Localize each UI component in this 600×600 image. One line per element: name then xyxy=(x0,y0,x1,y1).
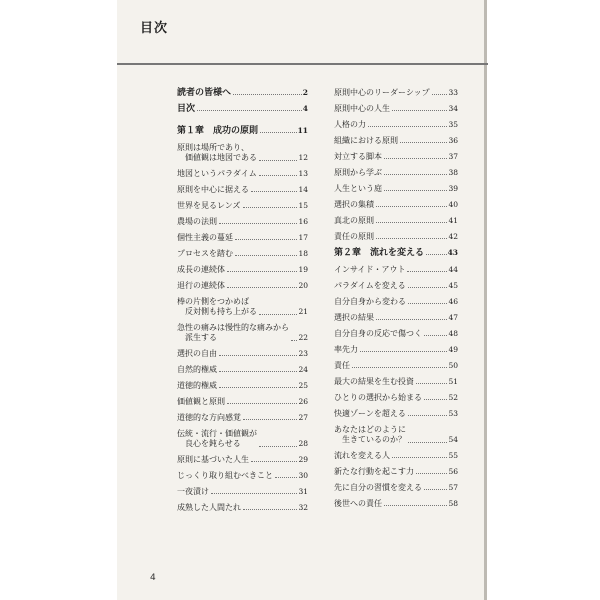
toc-entry xyxy=(334,152,458,162)
toc-entry-title: 自然的権威 xyxy=(177,365,217,374)
toc-leader-dots xyxy=(219,355,297,356)
toc-leader-dots xyxy=(251,461,297,462)
toc-entry-title: 読者の皆様へ xyxy=(177,88,232,98)
toc-leader-dots xyxy=(376,238,447,239)
toc-entry-title: 棒の片側をつかめば xyxy=(177,297,249,306)
toc-entry-page: 27 xyxy=(298,413,308,422)
toc-entry-page: 2 xyxy=(302,88,308,97)
toc-leader-dots xyxy=(243,207,298,208)
toc-entry-page: 56 xyxy=(448,467,458,476)
toc-entry-page: 17 xyxy=(298,233,308,242)
toc-entry-page: 43 xyxy=(447,248,458,257)
toc-entry-page: 30 xyxy=(298,471,308,480)
toc-entry-page: 29 xyxy=(298,455,308,464)
toc-entry xyxy=(334,216,458,226)
toc-entry xyxy=(177,281,308,291)
toc-entry-page: 44 xyxy=(448,265,458,274)
toc-entry-page: 36 xyxy=(448,136,458,145)
toc-entry-page: 11 xyxy=(297,126,308,135)
toc-entry xyxy=(177,429,308,449)
toc-leader-dots xyxy=(408,415,448,416)
toc-entry xyxy=(177,249,308,259)
toc-leader-dots xyxy=(235,239,297,240)
toc-entry xyxy=(334,345,458,355)
toc-entry-page: 33 xyxy=(448,88,458,97)
toc-entry-page: 40 xyxy=(448,200,458,209)
toc-leader-dots xyxy=(259,314,297,315)
toc-entry xyxy=(334,377,458,387)
toc-entry xyxy=(334,297,458,307)
page-number: 4 xyxy=(150,573,156,583)
toc-entry xyxy=(334,232,458,242)
toc-entry-title: あなたはどのように xyxy=(334,425,406,434)
toc-leader-dots xyxy=(416,383,447,384)
toc-entry xyxy=(177,471,308,481)
toc-leader-dots xyxy=(400,142,447,143)
toc-entry-page: 12 xyxy=(298,153,308,162)
toc-entry xyxy=(177,143,308,163)
toc-entry xyxy=(334,451,458,461)
toc-leader-dots xyxy=(275,477,297,478)
toc-leader-dots xyxy=(416,473,447,474)
toc-entry xyxy=(334,313,458,323)
toc-entry xyxy=(177,265,308,275)
toc-leader-dots xyxy=(384,158,447,159)
toc-entry-page: 4 xyxy=(302,104,308,113)
toc-leader-dots xyxy=(376,222,447,223)
toc-leader-dots xyxy=(260,132,297,133)
toc-entry-page: 25 xyxy=(298,381,308,390)
toc-entry-page: 21 xyxy=(298,307,308,316)
toc-entry-page: 26 xyxy=(298,397,308,406)
toc-entry xyxy=(177,487,308,497)
toc-entry-title: 責任の原則 xyxy=(334,232,374,241)
toc-entry-title: 伝統・流行・価値観が xyxy=(177,429,257,438)
toc-entry-page: 38 xyxy=(448,168,458,177)
toc-leader-dots xyxy=(424,489,447,490)
toc-entry-page: 45 xyxy=(448,281,458,290)
toc-entry-title: 価値観と原則 xyxy=(177,397,225,406)
toc-entry-title-line2: 生きているのか？ xyxy=(342,435,406,444)
toc-entry-page: 58 xyxy=(448,499,458,508)
toc-entry-title: 世界を見るレンズ xyxy=(177,201,241,210)
toc-leader-dots xyxy=(211,493,297,494)
toc-entry xyxy=(177,455,308,465)
toc-entry xyxy=(177,413,308,423)
toc-entry xyxy=(177,397,308,407)
toc-leader-dots xyxy=(408,442,447,443)
toc-entry-page: 46 xyxy=(448,297,458,306)
toc-leader-dots xyxy=(384,505,447,506)
toc-entry-title: 退行の連続体 xyxy=(177,281,225,290)
toc-entry-title: 地図というパラダイム xyxy=(177,169,257,178)
toc-entry-title: 人生という庭 xyxy=(334,184,382,193)
toc-entry xyxy=(334,281,458,291)
toc-leader-dots xyxy=(408,287,448,288)
toc-entry-page: 41 xyxy=(448,216,458,225)
toc-entry xyxy=(177,365,308,375)
toc-entry xyxy=(177,233,308,243)
toc-entry xyxy=(177,104,308,114)
toc-entry-title: 原則に基づいた人生 xyxy=(177,455,249,464)
toc-entry-title: 急性の痛みは慢性的な痛みから xyxy=(177,323,289,332)
toc-leader-dots xyxy=(408,303,447,304)
toc-entry-page: 22 xyxy=(298,333,308,342)
toc-entry xyxy=(334,361,458,371)
toc-left-column xyxy=(177,88,308,519)
toc-entry-page: 18 xyxy=(298,249,308,258)
toc-entry-title: 先に自分の習慣を変える xyxy=(334,483,422,492)
toc-leader-dots xyxy=(291,340,297,341)
toc-entry-page: 31 xyxy=(298,487,308,496)
toc-leader-dots xyxy=(219,387,297,388)
toc-entry-title: 目次 xyxy=(177,104,196,114)
toc-entry-page: 53 xyxy=(448,409,458,418)
toc-entry-title: 成熟した人間たれ xyxy=(177,503,241,512)
toc-entry-title: 農場の法則 xyxy=(177,217,217,226)
toc-leader-dots xyxy=(219,371,297,372)
toc-entry-title: 率先力 xyxy=(334,345,358,354)
toc-entry-title: 道徳的権威 xyxy=(177,381,217,390)
toc-entry-page: 13 xyxy=(298,169,308,178)
toc-entry xyxy=(334,425,458,445)
toc-entry-title-line2: 反対側も持ち上がる xyxy=(185,307,257,316)
toc-leader-dots xyxy=(243,419,297,420)
toc-entry-title: 成長の連続体 xyxy=(177,265,225,274)
toc-leader-dots xyxy=(384,190,447,191)
toc-entry-title: プロセスを踏む xyxy=(177,249,233,258)
toc-entry-page: 50 xyxy=(448,361,458,370)
toc-entry-title: 選択の集積 xyxy=(334,200,374,209)
toc-leader-dots xyxy=(243,509,297,510)
toc-entry xyxy=(177,503,308,513)
toc-entry-page: 42 xyxy=(448,232,458,241)
toc-leader-dots xyxy=(227,287,297,288)
toc-leader-dots xyxy=(251,191,297,192)
toc-entry-title: 最大の結果を生む投資 xyxy=(334,377,414,386)
toc-entry-page: 32 xyxy=(298,503,308,512)
toc-entry xyxy=(334,184,458,194)
toc-leader-dots xyxy=(219,223,297,224)
toc-entry xyxy=(177,297,308,317)
toc-entry xyxy=(334,120,458,130)
toc-entry xyxy=(334,168,458,178)
toc-entry xyxy=(334,499,458,509)
toc-entry-title-line2: 派生する xyxy=(185,333,217,342)
toc-entry-title: 第１章 成功の原則 xyxy=(177,126,259,136)
toc-entry xyxy=(334,136,458,146)
toc-entry-page: 35 xyxy=(448,120,458,129)
toc-entry-title: 原則は場所であり、 xyxy=(177,143,249,152)
toc-entry xyxy=(334,467,458,477)
toc-entry-title: 新たな行動を起こす力 xyxy=(334,467,414,476)
toc-entry-page: 24 xyxy=(298,365,308,374)
toc-entry-page: 34 xyxy=(448,104,458,113)
toc-entry-title: 選択の結果 xyxy=(334,313,374,322)
toc-entry xyxy=(177,88,308,98)
toc-entry xyxy=(334,409,458,419)
toc-leader-dots xyxy=(227,271,297,272)
toc-entry-title: 後世への責任 xyxy=(334,499,382,508)
toc-entry xyxy=(177,381,308,391)
toc-entry-title: 快適ゾーンを超える xyxy=(334,409,406,418)
header-rule xyxy=(117,63,488,65)
toc-entry xyxy=(177,169,308,179)
toc-entry-title: 原則中心の人生 xyxy=(334,104,390,113)
toc-leader-dots xyxy=(376,206,447,207)
toc-right-column xyxy=(334,88,458,515)
toc-entry-page: 52 xyxy=(448,393,458,402)
toc-entry-title: 個性主義の蔓延 xyxy=(177,233,233,242)
toc-entry-title: ひとりの選択から始まる xyxy=(334,393,422,402)
toc-leader-dots xyxy=(384,174,447,175)
toc-entry-page: 54 xyxy=(448,435,458,444)
toc-entry-page: 20 xyxy=(298,281,308,290)
toc-entry-title: 原則を中心に据える xyxy=(177,185,249,194)
toc-entry-page: 37 xyxy=(448,152,458,161)
toc-entry-title-line2: 良心を鈍らせる xyxy=(185,439,241,448)
toc-entry xyxy=(334,393,458,403)
toc-entry-title: 対立する脚本 xyxy=(334,152,382,161)
toc-leader-dots xyxy=(259,175,298,176)
toc-entry-title: 原則中心のリーダーシップ xyxy=(334,88,430,97)
toc-entry xyxy=(177,349,308,359)
toc-entry-title: 流れを変える人 xyxy=(334,451,390,460)
toc-entry xyxy=(334,248,458,258)
toc-entry-title: 真北の原則 xyxy=(334,216,374,225)
toc-entry-page: 19 xyxy=(298,265,308,274)
toc-entry-page: 14 xyxy=(298,185,308,194)
toc-entry xyxy=(334,104,458,114)
toc-leader-dots xyxy=(233,94,302,95)
toc-entry-page: 47 xyxy=(448,313,458,322)
toc-leader-dots xyxy=(360,351,447,352)
toc-entry-page: 15 xyxy=(298,201,308,210)
toc-entry-page: 51 xyxy=(448,377,458,386)
toc-entry-title: 選択の自由 xyxy=(177,349,217,358)
toc-entry-page: 28 xyxy=(298,439,308,448)
toc-entry-title: 人格の力 xyxy=(334,120,366,129)
toc-leader-dots xyxy=(407,271,447,272)
toc-entry-page: 49 xyxy=(448,345,458,354)
toc-entry xyxy=(334,483,458,493)
toc-leader-dots xyxy=(392,457,447,458)
toc-entry-title: 一夜漬け xyxy=(177,487,209,496)
toc-entry-page: 48 xyxy=(448,329,458,338)
toc-entry-page: 23 xyxy=(298,349,308,358)
toc-leader-dots xyxy=(424,335,447,336)
toc-entry-title: 自分自身の反応で傷つく xyxy=(334,329,422,338)
toc-entry xyxy=(177,217,308,227)
toc-leader-dots xyxy=(376,319,447,320)
toc-entry xyxy=(334,329,458,339)
toc-leader-dots xyxy=(197,110,302,111)
toc-entry-title-line2: 価値観は地図である xyxy=(185,153,257,162)
toc-leader-dots xyxy=(352,367,447,368)
toc-entry-title: インサイド・アウト xyxy=(334,265,406,274)
toc-entry-title: 第２章 流れを変える xyxy=(334,248,425,258)
toc-entry xyxy=(177,185,308,195)
toc-entry-title: 原則から学ぶ xyxy=(334,168,382,177)
toc-entry-title: じっくり取り組むべきこと xyxy=(177,471,273,480)
toc-leader-dots xyxy=(368,126,447,127)
toc-leader-dots xyxy=(392,110,447,111)
toc-leader-dots xyxy=(426,254,447,255)
toc-leader-dots xyxy=(432,94,448,95)
toc-entry-page: 55 xyxy=(448,451,458,460)
toc-entry-title: パラダイムを変える xyxy=(334,281,406,290)
toc-entry xyxy=(177,126,308,136)
toc-entry xyxy=(334,88,458,98)
page-title: 目次 xyxy=(140,21,169,36)
toc-entry-title: 組織における原則 xyxy=(334,136,398,145)
toc-leader-dots xyxy=(227,403,297,404)
toc-leader-dots xyxy=(259,160,297,161)
toc-entry xyxy=(177,323,308,343)
toc-entry xyxy=(177,201,308,211)
toc-entry-page: 39 xyxy=(448,184,458,193)
toc-entry-page: 57 xyxy=(448,483,458,492)
toc-leader-dots xyxy=(259,446,297,447)
toc-entry xyxy=(334,200,458,210)
toc-entry-title: 道徳的な方向感覚 xyxy=(177,413,241,422)
toc-entry xyxy=(334,265,458,275)
toc-entry-title: 責任 xyxy=(334,361,350,370)
toc-leader-dots xyxy=(424,399,447,400)
toc-leader-dots xyxy=(235,255,297,256)
toc-entry-page: 16 xyxy=(298,217,308,226)
toc-entry-title: 自分自身から変わる xyxy=(334,297,406,306)
